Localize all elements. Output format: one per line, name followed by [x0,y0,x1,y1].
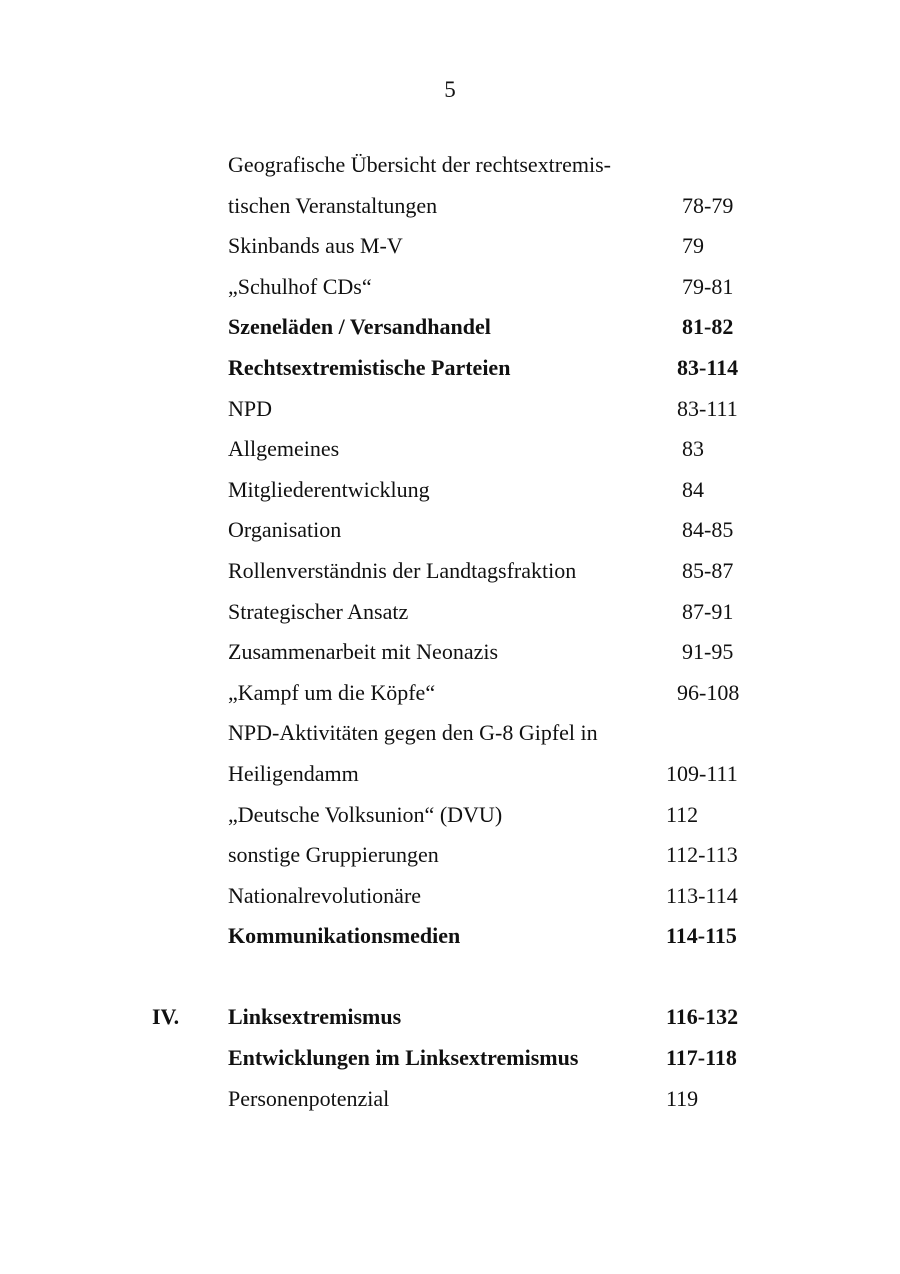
toc-entry-pages: 113-114 [666,882,738,908]
toc-entry-title: Personenpotenzial [228,1085,390,1111]
toc-entry-title: Rollenverständnis der Landtagsfraktion [228,557,577,583]
toc-entry-pages: 112 [666,801,699,827]
toc-entry-pages: 83-111 [677,395,738,421]
toc-entry-title: „Deutsche Volksunion“ (DVU) [228,801,503,827]
toc-entry-title: „Schulhof CDs“ [228,273,372,299]
toc-entry [0,189,900,230]
toc-section-number: IV. [152,1004,180,1030]
toc-entry-pages: 87-91 [682,598,734,624]
toc-entry-pages: 109-111 [666,760,738,786]
toc-entry [0,148,900,189]
toc-entry [0,879,900,920]
toc-entry-title: Rechtsextremistische Parteien [228,354,511,380]
toc-entry [0,229,900,270]
toc-entry-title: Allgemeines [228,436,340,462]
toc-entry-title: Heiligendamm [228,760,359,786]
toc-entry-title: Skinbands aus M-V [228,233,403,259]
toc-entry-title: Kommunikationsmedien [228,923,461,949]
toc-entry-pages: 84-85 [682,517,734,543]
page-number: 5 [444,77,456,102]
toc-entry-title: Strategischer Ansatz [228,598,409,624]
toc-entry-pages: 96-108 [677,679,740,705]
toc-entry [0,919,900,960]
toc-entry-pages: 85-87 [682,557,734,583]
toc-entry-pages: 84 [682,476,704,502]
table-of-contents [0,148,900,1122]
toc-entry-pages: 117-118 [666,1045,737,1071]
toc-entry [0,595,900,636]
toc-entry-title: tischen Veranstaltungen [228,192,438,218]
toc-entry-title: Szeneläden / Versandhandel [228,314,491,340]
toc-entry-pages: 79-81 [682,273,734,299]
toc-entry-title: Nationalrevolutionäre [228,882,422,908]
toc-entry [0,838,900,879]
toc-entry [0,1041,900,1082]
toc-entry [0,351,900,392]
toc-entry-pages: 119 [666,1085,699,1111]
toc-entry-pages: 83 [682,436,704,462]
toc-entry-pages: 114-115 [666,923,737,949]
toc-entry-pages: 112-113 [666,842,738,868]
toc-entry [0,635,900,676]
toc-entry-title: Organisation [228,517,342,543]
toc-entry [0,513,900,554]
toc-entry [0,473,900,514]
toc-entry-pages: 81-82 [682,314,734,340]
toc-entry-pages: 79 [682,233,704,259]
toc-entry [0,554,900,595]
toc-entry-pages: 83-114 [677,354,739,380]
toc-entry [0,310,900,351]
toc-entry-pages: 78-79 [682,192,734,218]
toc-entry-title: Linksextremismus [228,1004,402,1030]
toc-entry [0,270,900,311]
toc-entry-title: Zusammenarbeit mit Neonazis [228,639,499,665]
toc-entry-title: Geografische Übersicht der rechtsextremis- [228,152,612,177]
toc-entry [0,716,900,757]
toc-entry-title: sonstige Gruppierungen [228,842,439,868]
toc-entry-pages: 116-132 [666,1004,739,1030]
toc-entry [0,798,900,839]
toc-section-heading [0,960,900,1041]
toc-entry [0,757,900,798]
toc-entry-title: „Kampf um die Köpfe“ [228,679,436,705]
toc-entry-title: Mitgliederentwicklung [228,476,430,502]
toc-entry-title: NPD [228,395,273,421]
toc-entry [0,1082,900,1123]
toc-entry [0,432,900,473]
toc-entry-pages: 91-95 [682,639,734,665]
toc-entry-title: Entwicklungen im Linksextremismus [228,1045,579,1071]
toc-entry [0,392,900,433]
toc-entry [0,676,900,717]
toc-entry-title: NPD-Aktivitäten gegen den G-8 Gipfel in [228,720,598,746]
